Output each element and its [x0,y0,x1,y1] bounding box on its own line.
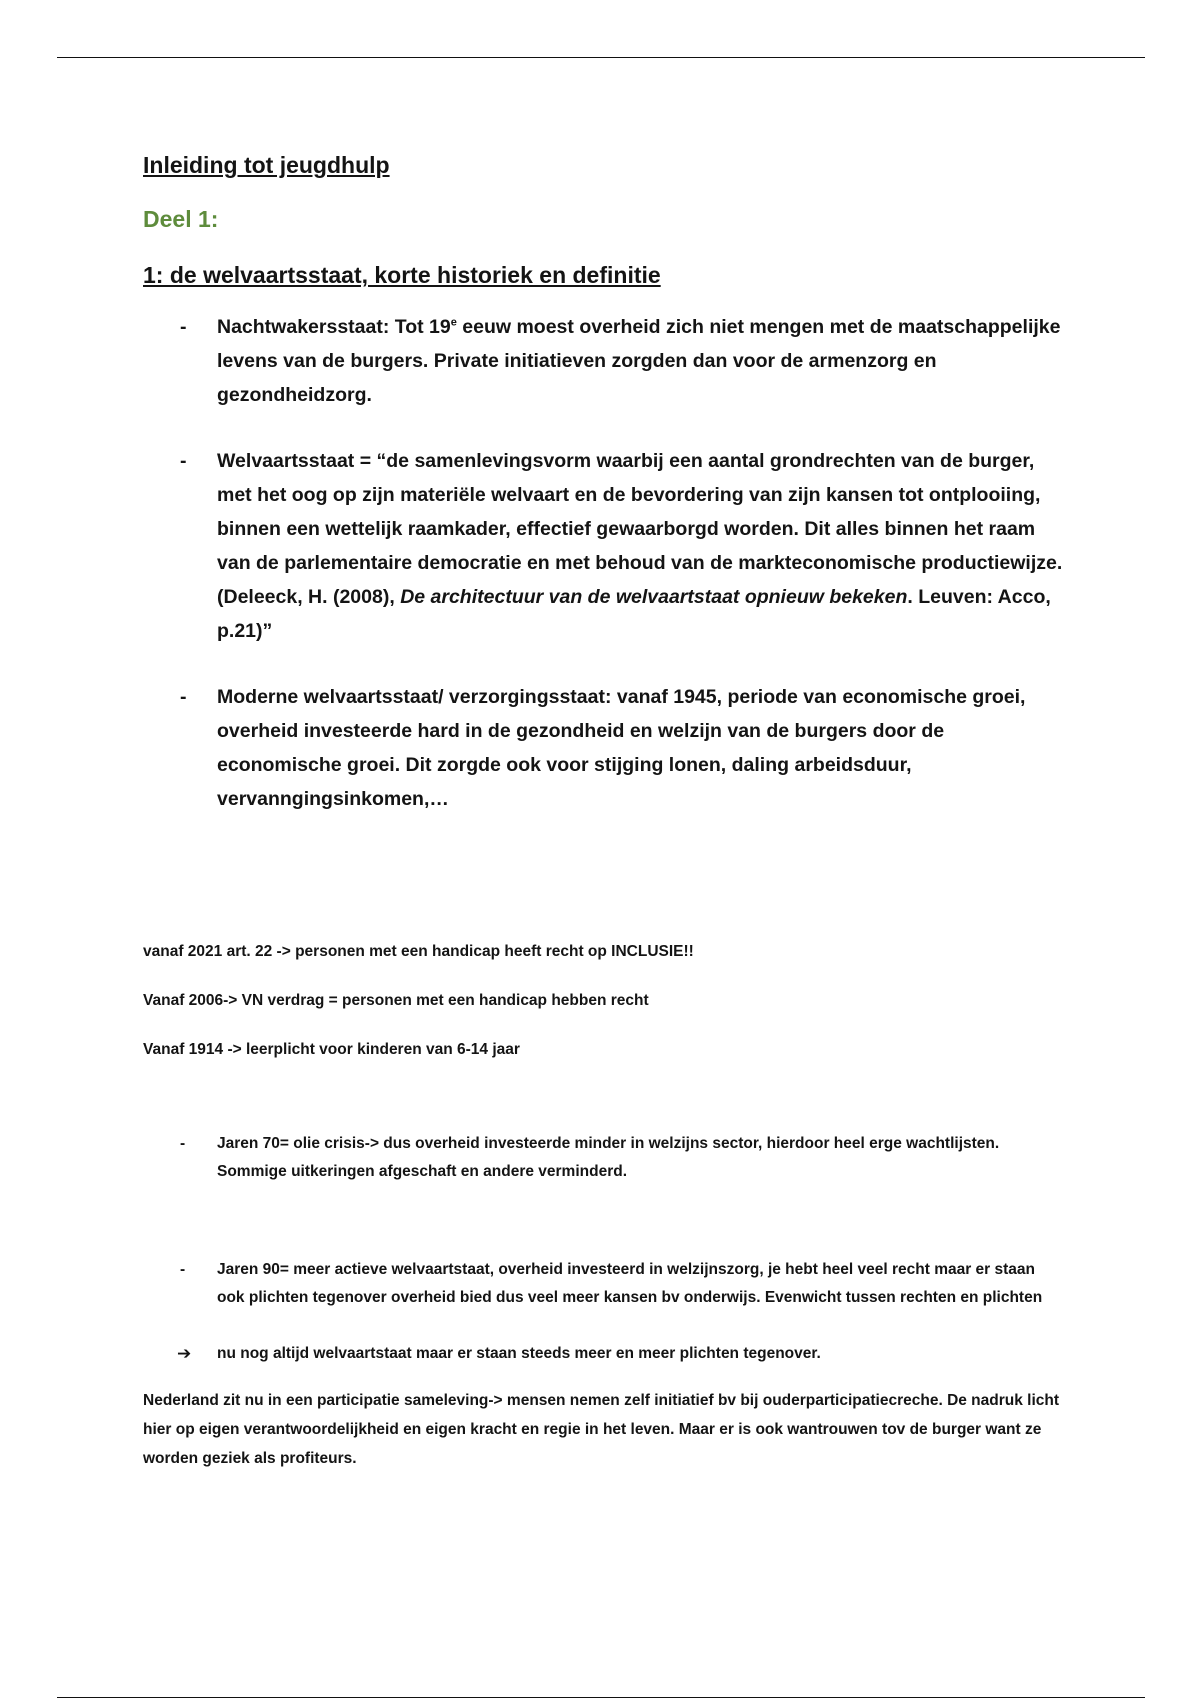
bullet-text-post: . Leuven: Acco, p.21)” [217,586,1051,642]
bullet-text-pre: Nachtwakersstaat: Tot 19 [217,316,451,338]
bullet-text-pre: Welvaartsstaat = “de samenlevingsvorm waarbij een aantal grondrechten van de burger, met het oog op zijn materiële welvaart en de bevordering van zijn kansen tot ontplooiing, binnen een wettelijk raamkader, effectief gewaarborgd worden. Dit alles binnen het raam van de parlementaire democratie en met behoud van de markteconomische productiewijze. (Deleeck, H. (2008), [217,450,1063,608]
book-title: De architectuur van de welvaartstaat opnieuw bekeken [400,586,908,608]
document-body [143,150,1063,1473]
bullet-welvaartsstaat [143,444,1063,648]
part-heading: Deel 1: [143,206,219,232]
bullet-nachtwakersstaat [143,310,1063,412]
section-heading: 1: de welvaartsstaat, korte historiek en definitie [143,262,661,288]
document-title: Inleiding tot jeugdhulp [143,152,390,178]
note-2006: Vanaf 2006-> VN verdrag = personen met een handicap hebben recht [143,992,649,1009]
bullet-dash: - [180,450,187,472]
note-1914: Vanaf 1914 -> leerplicht voor kinderen van 6-14 jaar [143,1041,520,1058]
bullet-text: Jaren 70= olie crisis-> dus overheid investeerde minder in welzijns sector, hierdoor heel erge wachtlijsten. Sommige uitkeringen afgeschaft en andere verminderd. [217,1135,1000,1180]
secondary-bullet-list [143,1130,1063,1312]
bullet-jaren-70 [143,1130,1063,1186]
arrow-right-icon: ➔ [177,1344,192,1363]
footer-rule [57,1697,1145,1698]
closing-paragraph: Nederland zit nu in een participatie sameleving-> mensen nemen zelf initiatief bv bij ouderparticipatiecreche. De nadruk licht hier op eigen verantwoordelijkheid en eigen kracht en regie in het leven. Maar er is ook wantrouwen tov de burger want ze worden geziek als profiteurs. [143,1392,1060,1467]
main-bullet-list [143,310,1063,816]
bullet-text-post: eeuw moest overheid zich niet mengen met de maatschappelijke levens van de burgers. Private initiatieven zorgden dan voor de armenzorg en gezondheidzorg. [217,316,1061,406]
bullet-dash: - [180,316,187,338]
bullet-text: Moderne welvaartsstaat/ verzorgingsstaat: vanaf 1945, periode van economische groei, overheid investeerde hard in de gezondheid en welzijn van de burgers door de economische groei. Dit zorgde ook voor stijging lonen, daling arbeidsduur, vervanngingsinkomen,… [217,686,1026,810]
superscript: e [450,316,457,329]
bullet-dash: - [180,1135,186,1152]
bullet-text: Jaren 90= meer actieve welvaartstaat, overheid investeerd in welzijnszorg, je hebt heel veel recht maar er staan ook plichten tegenover overheid bied dus veel meer kansen bv onderwijs. Evenwicht tussen rechten en plichten [217,1261,1043,1306]
bullet-moderne-welvaartsstaat [143,680,1063,816]
header-rule [57,57,1145,58]
bullet-dash: - [180,686,187,708]
arrow-conclusion [143,1340,1063,1368]
bullet-dash: - [180,1261,186,1278]
bullet-jaren-90 [143,1256,1063,1312]
note-2021: vanaf 2021 art. 22 -> personen met een handicap heeft recht op INCLUSIE!! [143,943,694,960]
arrow-text: nu nog altijd welvaartstaat maar er staan steeds meer en meer plichten tegenover. [217,1345,821,1362]
